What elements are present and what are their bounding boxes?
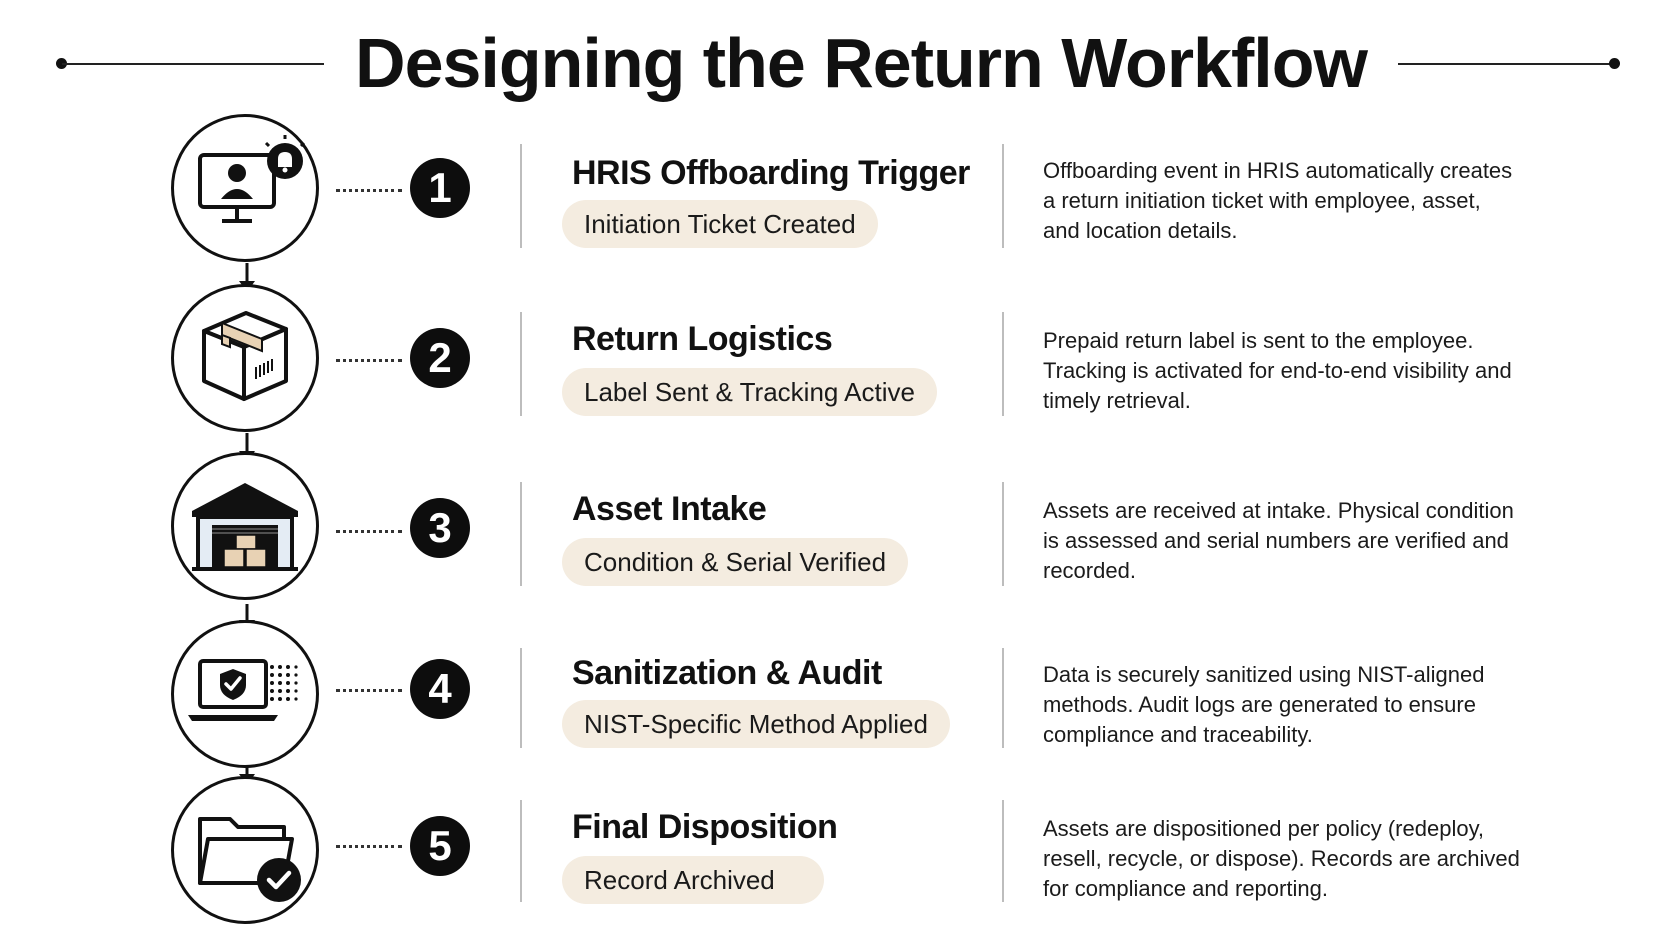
warehouse-icon bbox=[174, 455, 316, 597]
step-1-number: 1 bbox=[410, 158, 470, 218]
step-3-circle bbox=[171, 452, 319, 600]
step-2-status-tag: Label Sent & Tracking Active bbox=[562, 368, 937, 416]
step-1-divider-right bbox=[1002, 144, 1004, 248]
step-4-description: Data is securely sanitized using NIST-aligned methods. Audit logs are generated to ensure compliance and traceability. bbox=[1043, 662, 1485, 747]
monitor-user-bell-icon bbox=[174, 117, 316, 259]
step-5-status-tag: Record Archived bbox=[562, 856, 824, 904]
step-2-description: Prepaid return label is sent to the employee. Tracking is activated for end-to-end visibility and timely retrieval. bbox=[1043, 328, 1512, 413]
step-5 bbox=[0, 776, 1672, 946]
step-2 bbox=[0, 280, 1672, 450]
step-4 bbox=[0, 620, 1672, 790]
step-1-circle bbox=[171, 114, 319, 262]
step-2-title: Return Logistics bbox=[572, 320, 833, 358]
page-title: Designing the Return Workflow bbox=[355, 24, 1367, 102]
step-1-title: HRIS Offboarding Trigger bbox=[572, 154, 970, 192]
laptop-shield-icon bbox=[174, 623, 316, 765]
step-1-divider-left bbox=[520, 144, 522, 248]
step-3-description: Assets are received at intake. Physical condition is assessed and serial numbers are verified and recorded. bbox=[1043, 498, 1514, 583]
step-3-dotted-connector bbox=[336, 530, 402, 533]
step-3-number: 3 bbox=[410, 498, 470, 558]
step-1-description: Offboarding event in HRIS automatically creates a return initiation ticket with employee, asset, and location details. bbox=[1043, 158, 1513, 243]
step-5-number: 5 bbox=[410, 816, 470, 876]
step-4-title: Sanitization & Audit bbox=[572, 654, 882, 692]
step-5-title: Final Disposition bbox=[572, 808, 838, 846]
step-2-circle bbox=[171, 284, 319, 432]
step-3-title: Asset Intake bbox=[572, 490, 767, 528]
step-4-status-tag: NIST-Specific Method Applied bbox=[562, 700, 950, 748]
step-2-divider-left bbox=[520, 312, 522, 416]
step-3-divider-right bbox=[1002, 482, 1004, 586]
step-1 bbox=[0, 110, 1672, 280]
step-2-number: 2 bbox=[410, 328, 470, 388]
step-3-divider-left bbox=[520, 482, 522, 586]
step-4-dotted-connector bbox=[336, 689, 402, 692]
step-1-dotted-connector bbox=[336, 189, 402, 192]
step-2-dotted-connector bbox=[336, 359, 402, 362]
step-4-divider-left bbox=[520, 648, 522, 748]
folder-check-icon bbox=[174, 779, 316, 921]
step-4-circle bbox=[171, 620, 319, 768]
step-5-divider-left bbox=[520, 800, 522, 902]
step-5-dotted-connector bbox=[336, 845, 402, 848]
step-2-divider-right bbox=[1002, 312, 1004, 416]
step-1-status-tag: Initiation Ticket Created bbox=[562, 200, 878, 248]
package-box-icon bbox=[174, 287, 316, 429]
step-5-circle bbox=[171, 776, 319, 924]
step-3 bbox=[0, 452, 1672, 622]
step-4-number: 4 bbox=[410, 659, 470, 719]
step-5-description: Assets are dispositioned per policy (redeploy, resell, recycle, or dispose). Records are archived for compliance and reporting. bbox=[1043, 816, 1520, 901]
step-5-divider-right bbox=[1002, 800, 1004, 902]
step-3-status-tag: Condition & Serial Verified bbox=[562, 538, 908, 586]
step-4-divider-right bbox=[1002, 648, 1004, 748]
